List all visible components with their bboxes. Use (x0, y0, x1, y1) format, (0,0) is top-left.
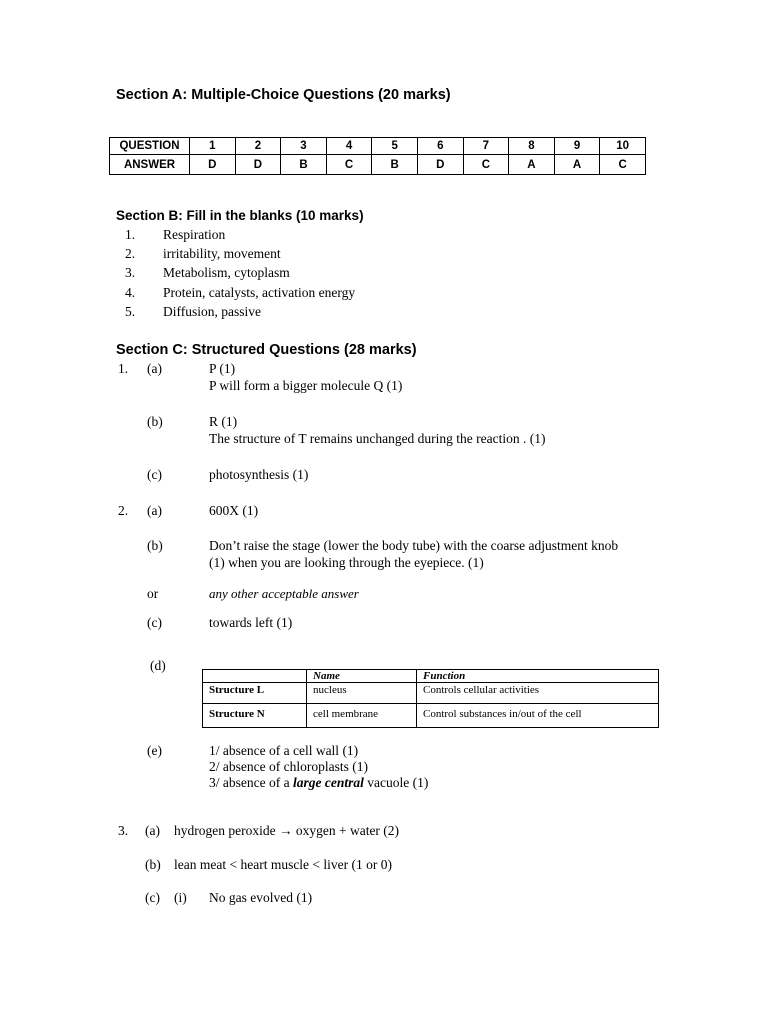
structure-function-table (202, 669, 659, 728)
blank-item-answer: Respiration (163, 227, 226, 242)
question-number: 8 (509, 138, 555, 155)
section-c-title: Section C: Structured Questions (28 marks) (116, 342, 417, 358)
mcq-answer-table (109, 137, 646, 175)
question-number: 1 (190, 138, 236, 155)
blank-item-number: 2. (125, 246, 136, 261)
question-number: 4 (326, 138, 372, 155)
blank-item-answer: Metabolism, cytoplasm (163, 265, 290, 280)
answer-cell: C (600, 155, 646, 175)
question-number: 5 (372, 138, 418, 155)
answer-text-prefix: 3/ absence of a (209, 775, 293, 790)
answer-cell: D (417, 155, 463, 175)
part-label: (c) (145, 890, 160, 905)
answer-text: P (1) (209, 361, 236, 376)
table-row (203, 683, 659, 704)
answer-text: 600X (1) (209, 503, 259, 518)
answer-text: (1) when you are looking through the eyepiece. (1) (209, 555, 484, 570)
question-number: 3. (118, 823, 129, 838)
or-label: or (147, 586, 159, 601)
question-number: 6 (417, 138, 463, 155)
structure-label: Structure N (203, 704, 307, 728)
answer-text: photosynthesis (1) (209, 467, 309, 482)
section-a-title: Section A: Multiple-Choice Questions (20 marks) (116, 87, 451, 103)
question-row (110, 138, 646, 155)
answer-text: R (1) (209, 414, 238, 429)
answer-text (209, 775, 428, 791)
section-b-title: Section B: Fill in the blanks (10 marks) (116, 208, 364, 223)
part-label: (d) (150, 658, 166, 673)
part-label: (c) (147, 467, 162, 482)
answer-text: hydrogen peroxide → oxygen + water (2) (174, 823, 400, 838)
function-column-header: Function (417, 670, 659, 683)
blank-item-number: 3. (125, 265, 136, 280)
answer-text: towards left (1) (209, 615, 293, 630)
part-label: (b) (147, 414, 163, 429)
answer-text: The structure of T remains unchanged during the reaction . (1) (209, 431, 546, 446)
answer-cell: D (235, 155, 281, 175)
answer-cell: C (326, 155, 372, 175)
question-number: 10 (600, 138, 646, 155)
question-number: 2. (118, 503, 129, 518)
answer-text: P will form a bigger molecule Q (1) (209, 378, 403, 393)
part-label: (b) (145, 857, 161, 872)
structure-name: nucleus (307, 683, 417, 704)
answer-text-suffix: vacuole (1) (363, 775, 429, 790)
blank-item-answer: Protein, catalysts, activation energy (163, 285, 356, 300)
part-label: (b) (147, 538, 163, 553)
question-number: 1. (118, 361, 129, 376)
answer-cell: B (372, 155, 418, 175)
empty-header-cell (203, 670, 307, 683)
part-label: (e) (147, 743, 162, 758)
answer-row (110, 155, 646, 175)
blank-item-answer: irritability, movement (163, 246, 281, 261)
part-label: (c) (147, 615, 162, 630)
blank-item-number: 1. (125, 227, 136, 242)
sub-part-label: (i) (174, 890, 187, 905)
question-number: 7 (463, 138, 509, 155)
answer-label: ANSWER (110, 155, 190, 175)
answer-text: No gas evolved (1) (209, 890, 313, 905)
structure-function: Controls cellular activities (417, 683, 659, 704)
alternative-answer-note: any other acceptable answer (209, 586, 359, 601)
answer-cell: A (554, 155, 600, 175)
answer-text: 2/ absence of chloroplasts (1) (209, 759, 368, 774)
question-number: 9 (554, 138, 600, 155)
question-label: QUESTION (110, 138, 190, 155)
answer-text: Don’t raise the stage (lower the body tube) with the coarse adjustment knob (209, 538, 619, 553)
answer-text: 1/ absence of a cell wall (1) (209, 743, 359, 758)
blank-item-number: 5. (125, 304, 136, 319)
blank-item-answer: Diffusion, passive (163, 304, 261, 319)
answer-text: lean meat < heart muscle < liver (1 or 0) (174, 857, 393, 872)
emphasis-text: large central (292, 775, 364, 790)
structure-label: Structure L (203, 683, 307, 704)
structure-name: cell membrane (307, 704, 417, 728)
table-row (203, 704, 659, 728)
blank-item-number: 4. (125, 285, 136, 300)
answer-cell: C (463, 155, 509, 175)
structure-function: Control substances in/out of the cell (417, 704, 659, 728)
answer-cell: A (509, 155, 555, 175)
name-column-header: Name (307, 670, 417, 683)
part-label: (a) (145, 823, 160, 838)
part-label: (a) (147, 503, 162, 518)
question-number: 3 (281, 138, 327, 155)
table-header-row (203, 670, 659, 683)
answer-cell: D (190, 155, 236, 175)
question-number: 2 (235, 138, 281, 155)
part-label: (a) (147, 361, 162, 376)
answer-cell: B (281, 155, 327, 175)
